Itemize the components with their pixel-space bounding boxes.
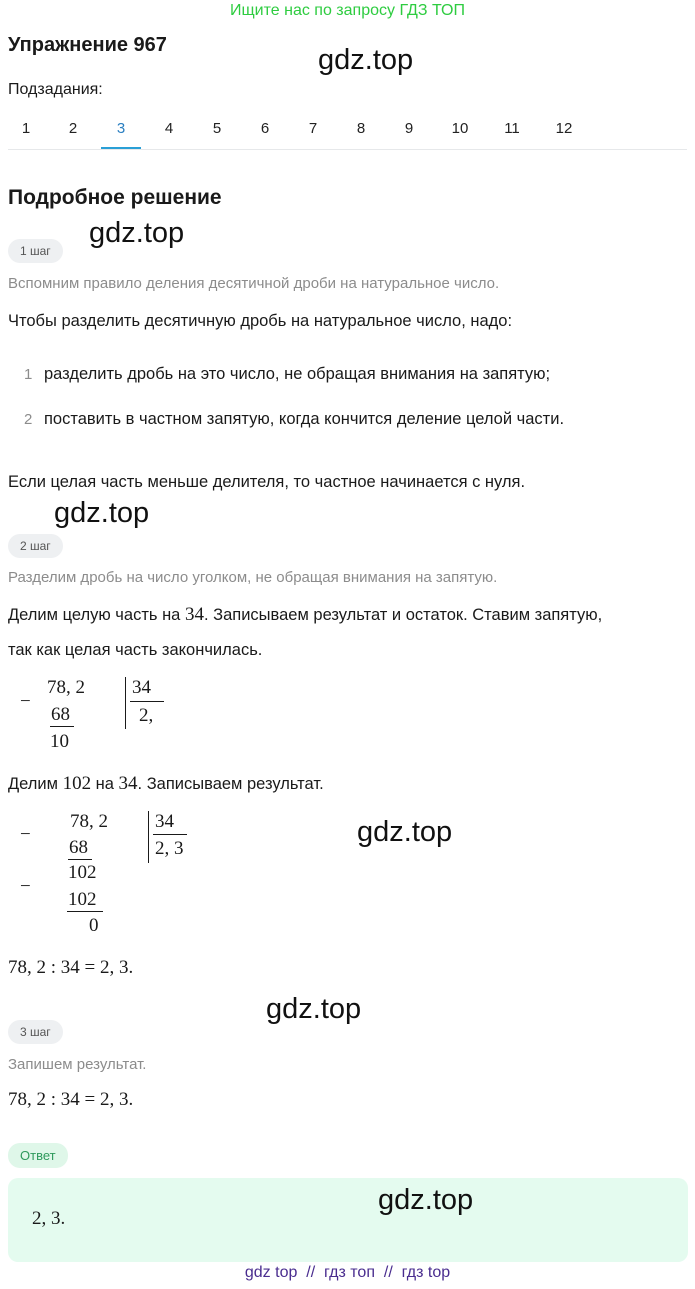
minus-sign: − <box>20 691 31 712</box>
step-result: 78, 2 : 34 = 2, 3. <box>8 1089 134 1110</box>
subtrahend: 102 <box>68 889 97 910</box>
underline <box>67 911 103 912</box>
division-bar <box>148 811 149 863</box>
tab-11[interactable]: 11 <box>504 120 520 137</box>
list-item: разделить дробь на это число, не обращая внимания на запятую; <box>44 365 551 383</box>
tab-10[interactable]: 10 <box>451 120 469 137</box>
subtrahend: 68 <box>51 704 70 725</box>
watermark: gdz.top <box>54 497 150 529</box>
tab-4[interactable]: 4 <box>164 120 174 137</box>
divisor-underline <box>130 701 164 702</box>
tab-12[interactable]: 12 <box>555 120 573 137</box>
step-text: так как целая часть закончилась. <box>8 641 263 659</box>
step-text: Делим 102 на 34. Записываем результат. <box>8 773 324 794</box>
subtrahend: 68 <box>69 837 88 858</box>
underline <box>68 859 92 860</box>
remainder: 10 <box>50 731 69 752</box>
tab-1[interactable]: 1 <box>21 120 31 137</box>
watermark: gdz.top <box>378 1184 474 1216</box>
partial-dividend: 102 <box>68 862 97 883</box>
underline <box>50 726 74 727</box>
step-hint: Вспомним правило деления десятичной дроби на натуральное число. <box>8 275 500 292</box>
tab-6[interactable]: 6 <box>260 120 270 137</box>
divisor-underline <box>153 834 187 835</box>
list-number: 1 <box>24 366 33 383</box>
dividend: 78, 2 <box>47 677 85 698</box>
solution-title: Подробное решение <box>8 186 222 209</box>
minus-sign: − <box>20 876 31 897</box>
answer-badge: Ответ <box>8 1143 68 1168</box>
exercise-title: Упражнение 967 <box>8 34 167 56</box>
quotient: 2, 3 <box>155 838 184 859</box>
footer-links[interactable]: gdz top // гдз топ // гдз top <box>244 1264 451 1281</box>
answer-box <box>8 1178 688 1262</box>
step-text: Чтобы разделить десятичную дробь на натуральное число, надо: <box>8 312 513 330</box>
tab-7[interactable]: 7 <box>308 120 318 137</box>
tab-3[interactable]: 3 <box>116 120 126 137</box>
watermark: gdz.top <box>89 217 185 249</box>
step-badge: 1 шаг <box>8 239 63 263</box>
tab-2[interactable]: 2 <box>68 120 78 137</box>
list-number: 2 <box>24 411 33 428</box>
subtasks-label: Подзадания: <box>8 81 103 98</box>
step-badge: 3 шаг <box>8 1020 63 1044</box>
quotient: 2, <box>139 705 154 726</box>
step-text: Делим целую часть на 34. Записываем результат и остаток. Ставим запятую, <box>8 604 603 625</box>
tab-8[interactable]: 8 <box>356 120 366 137</box>
watermark: gdz.top <box>266 993 362 1025</box>
step-badge: 2 шаг <box>8 534 63 558</box>
division-bar <box>125 677 126 729</box>
watermark: gdz.top <box>357 816 453 848</box>
watermark: gdz.top <box>318 44 414 76</box>
step-hint: Разделим дробь на число уголком, не обращая внимания на запятую. <box>8 569 498 586</box>
tab-9[interactable]: 9 <box>404 120 414 137</box>
promo-banner[interactable]: Ищите нас по запросу ГДЗ ТОП <box>230 2 465 19</box>
list-item: поставить в частном запятую, когда кончится деление целой части. <box>44 410 565 428</box>
tab-5[interactable]: 5 <box>212 120 222 137</box>
divider <box>8 149 687 150</box>
step-hint: Запишем результат. <box>8 1056 147 1073</box>
minus-sign: − <box>20 824 31 845</box>
dividend: 78, 2 <box>70 811 108 832</box>
remainder: 0 <box>89 915 99 936</box>
step-result: 78, 2 : 34 = 2, 3. <box>8 957 134 978</box>
divisor: 34 <box>132 677 151 698</box>
divisor: 34 <box>155 811 174 832</box>
step-note: Если целая часть меньше делителя, то частное начинается с нуля. <box>8 473 526 491</box>
answer-value: 2, 3. <box>32 1208 66 1229</box>
